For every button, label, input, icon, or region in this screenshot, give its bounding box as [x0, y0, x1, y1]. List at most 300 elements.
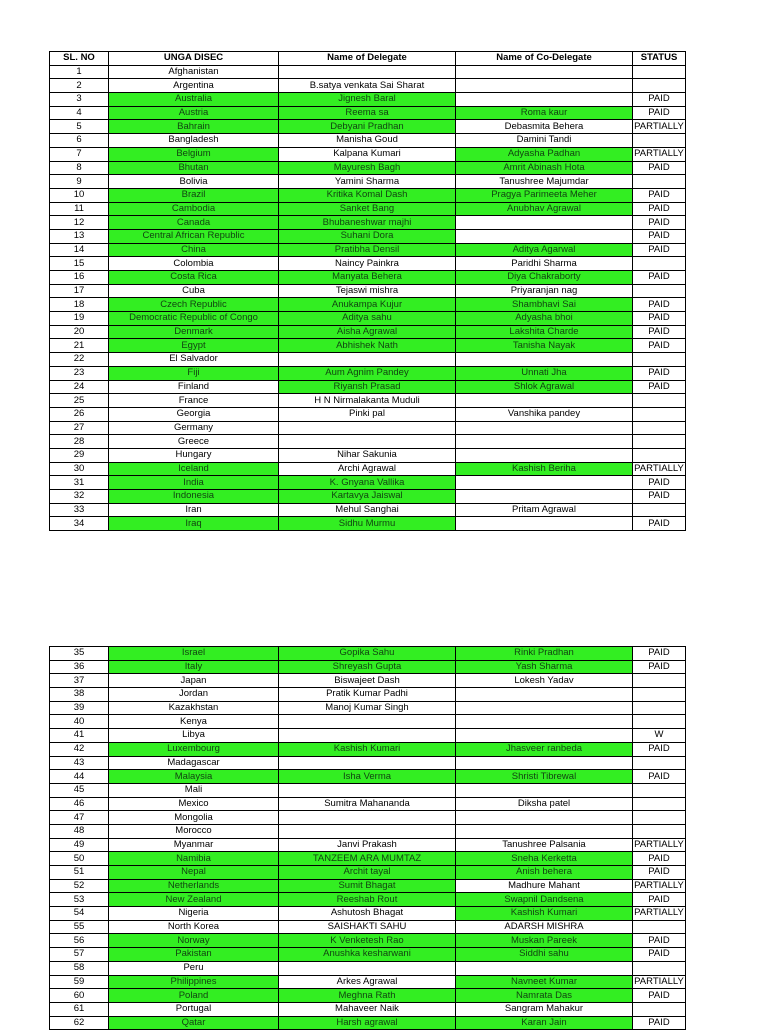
cell-status: PARTIALLY: [634, 148, 684, 160]
table-row: [50, 257, 686, 271]
cell-status: [633, 353, 686, 367]
cell-delegate: Manisha Goud: [279, 134, 456, 148]
cell-co-delegate: [456, 517, 633, 531]
cell-status: [633, 920, 686, 934]
cell-country: Czech Republic: [109, 298, 279, 312]
cell-country: Madagascar: [109, 756, 279, 770]
table-row: [50, 93, 686, 107]
cell-country: Bolivia: [109, 175, 279, 189]
cell-status: [633, 79, 686, 93]
cell-status: PAID: [633, 934, 686, 948]
cell-co-delegate: Lakshita Charde: [456, 325, 633, 339]
cell-sl-no: 11: [50, 202, 109, 216]
cell-status: PARTIALLY: [634, 462, 684, 474]
table-row: [50, 394, 686, 408]
cell-sl-no: 18: [50, 298, 109, 312]
cell-delegate: Mayuresh Bagh: [279, 161, 456, 175]
table-row: [50, 325, 686, 339]
cell-country: Japan: [109, 674, 279, 688]
cell-sl-no: 2: [50, 79, 109, 93]
cell-sl-no: 10: [50, 188, 109, 202]
cell-delegate: Ashutosh Bhagat: [279, 907, 456, 921]
cell-country: Myanmar: [109, 838, 279, 852]
table-row: [50, 729, 686, 743]
cell-co-delegate: Swapnil Dandsena: [456, 893, 633, 907]
cell-delegate: Archit tayal: [279, 866, 456, 880]
cell-delegate: Shreyash Gupta: [279, 660, 456, 674]
cell-sl-no: 56: [50, 934, 109, 948]
cell-sl-no: 26: [50, 407, 109, 421]
cell-delegate: Aum Agnim Pandey: [279, 366, 456, 380]
cell-country: Luxembourg: [109, 742, 279, 756]
cell-status: [633, 688, 686, 702]
delegate-table-page-1: [49, 51, 686, 531]
table-row: [50, 1016, 686, 1030]
cell-sl-no: 55: [50, 920, 109, 934]
cell-delegate: [279, 729, 456, 743]
cell-delegate: Sidhu Murmu: [279, 517, 456, 531]
cell-sl-no: 57: [50, 948, 109, 962]
cell-delegate: Pratibha Densil: [279, 243, 456, 257]
table-row: [50, 852, 686, 866]
cell-delegate: [279, 756, 456, 770]
table-row: [50, 161, 686, 175]
table-row: [50, 688, 686, 702]
cell-sl-no: 36: [50, 660, 109, 674]
cell-country: Philippines: [109, 975, 279, 989]
cell-co-delegate: [456, 435, 633, 449]
cell-sl-no: 13: [50, 229, 109, 243]
cell-sl-no: 21: [50, 339, 109, 353]
cell-co-delegate: Shambhavi Sai: [456, 298, 633, 312]
cell-status: [633, 284, 686, 298]
cell-country: Peru: [109, 961, 279, 975]
cell-co-delegate: [456, 394, 633, 408]
cell-co-delegate: [456, 961, 633, 975]
cell-sl-no: 30: [50, 462, 109, 476]
cell-co-delegate: [456, 715, 633, 729]
cell-sl-no: 45: [50, 783, 109, 797]
table-row: [50, 120, 686, 134]
cell-country: Kenya: [109, 715, 279, 729]
cell-status: PARTIALLY: [634, 907, 684, 919]
cell-co-delegate: [456, 688, 633, 702]
cell-delegate: Mahaveer Naik: [279, 1002, 456, 1016]
table-row: [50, 65, 686, 79]
cell-co-delegate: Adyasha bhoi: [456, 312, 633, 326]
cell-co-delegate: Madhure Mahant: [456, 879, 633, 893]
cell-status: [633, 448, 686, 462]
cell-country: Malaysia: [109, 770, 279, 784]
cell-delegate: Riyansh Prasad: [279, 380, 456, 394]
cell-sl-no: 62: [50, 1016, 109, 1030]
cell-status: PAID: [633, 660, 686, 674]
cell-co-delegate: Shlok Agrawal: [456, 380, 633, 394]
cell-status: [633, 783, 686, 797]
table-row: [50, 339, 686, 353]
cell-status: PAID: [633, 312, 686, 326]
table-row: [50, 838, 686, 852]
cell-sl-no: 28: [50, 435, 109, 449]
cell-delegate: [279, 353, 456, 367]
cell-co-delegate: Unnati Jha: [456, 366, 633, 380]
cell-co-delegate: Jhasveer ranbeda: [456, 742, 633, 756]
cell-delegate: Bhubaneshwar majhi: [279, 216, 456, 230]
cell-co-delegate: Pritam Agrawal: [456, 503, 633, 517]
cell-sl-no: 35: [50, 647, 109, 661]
cell-country: Costa Rica: [109, 271, 279, 285]
cell-co-delegate: Tanushree Majumdar: [456, 175, 633, 189]
cell-status: [633, 407, 686, 421]
cell-country: Democratic Republic of Congo: [109, 312, 279, 326]
cell-status: PARTIALLY: [634, 120, 684, 132]
table-row: [50, 407, 686, 421]
cell-sl-no: 49: [50, 838, 109, 852]
cell-status: [633, 674, 686, 688]
table-row: [50, 770, 686, 784]
cell-status: PAID: [633, 188, 686, 202]
table-row: [50, 503, 686, 517]
cell-status: [633, 421, 686, 435]
cell-delegate: [279, 783, 456, 797]
cell-sl-no: 29: [50, 448, 109, 462]
cell-country: Argentina: [109, 79, 279, 93]
cell-co-delegate: [456, 216, 633, 230]
cell-co-delegate: Yash Sharma: [456, 660, 633, 674]
cell-country: Poland: [109, 989, 279, 1003]
cell-sl-no: 58: [50, 961, 109, 975]
cell-sl-no: 14: [50, 243, 109, 257]
cell-co-delegate: [456, 93, 633, 107]
cell-co-delegate: Diya Chakraborty: [456, 271, 633, 285]
table-row: [50, 243, 686, 257]
cell-sl-no: 44: [50, 770, 109, 784]
cell-co-delegate: Priyaranjan nag: [456, 284, 633, 298]
cell-country: Qatar: [109, 1016, 279, 1030]
cell-sl-no: 19: [50, 312, 109, 326]
cell-co-delegate: Damini Tandi: [456, 134, 633, 148]
cell-country: Jordan: [109, 688, 279, 702]
cell-status: [633, 435, 686, 449]
cell-country: Cuba: [109, 284, 279, 298]
cell-co-delegate: [456, 65, 633, 79]
cell-country: Fiji: [109, 366, 279, 380]
cell-country: Bahrain: [109, 120, 279, 134]
cell-sl-no: 3: [50, 93, 109, 107]
cell-country: Iraq: [109, 517, 279, 531]
table-row: [50, 660, 686, 674]
cell-co-delegate: Amrit Abinash Hota: [456, 161, 633, 175]
cell-co-delegate: [456, 701, 633, 715]
cell-status: PAID: [633, 298, 686, 312]
cell-status: PAID: [633, 229, 686, 243]
cell-sl-no: 48: [50, 824, 109, 838]
cell-co-delegate: [456, 421, 633, 435]
cell-status: [633, 701, 686, 715]
cell-delegate: Yamini Sharma: [279, 175, 456, 189]
table-row: [50, 216, 686, 230]
cell-status: PAID: [633, 742, 686, 756]
cell-status: PAID: [633, 647, 686, 661]
cell-co-delegate: [456, 783, 633, 797]
cell-status: PAID: [633, 476, 686, 490]
cell-status: [633, 811, 686, 825]
cell-country: Kazakhstan: [109, 701, 279, 715]
cell-delegate: Manyata Behera: [279, 271, 456, 285]
cell-country: New Zealand: [109, 893, 279, 907]
cell-delegate: Sumitra Mahananda: [279, 797, 456, 811]
table-row: [50, 366, 686, 380]
cell-sl-no: 9: [50, 175, 109, 189]
cell-sl-no: 34: [50, 517, 109, 531]
cell-sl-no: 40: [50, 715, 109, 729]
cell-status: PAID: [633, 866, 686, 880]
cell-delegate: Biswajeet Dash: [279, 674, 456, 688]
cell-country: Nigeria: [109, 907, 279, 921]
cell-delegate: [279, 421, 456, 435]
table-row: [50, 448, 686, 462]
cell-co-delegate: Siddhi sahu: [456, 948, 633, 962]
cell-sl-no: 51: [50, 866, 109, 880]
cell-status: PAID: [633, 339, 686, 353]
cell-delegate: Isha Verma: [279, 770, 456, 784]
table-row: [50, 79, 686, 93]
table-row: [50, 961, 686, 975]
cell-delegate: Reema sa: [279, 106, 456, 120]
cell-co-delegate: Muskan Pareek: [456, 934, 633, 948]
table-row: [50, 517, 686, 531]
cell-country: Iran: [109, 503, 279, 517]
cell-co-delegate: [456, 353, 633, 367]
cell-status: PARTIALLY: [634, 838, 684, 850]
cell-sl-no: 52: [50, 879, 109, 893]
cell-country: Georgia: [109, 407, 279, 421]
cell-sl-no: 47: [50, 811, 109, 825]
cell-status: [633, 961, 686, 975]
cell-country: Namibia: [109, 852, 279, 866]
cell-sl-no: 42: [50, 742, 109, 756]
cell-status: PAID: [633, 271, 686, 285]
cell-co-delegate: Karan Jain: [456, 1016, 633, 1030]
cell-sl-no: 60: [50, 989, 109, 1003]
cell-sl-no: 38: [50, 688, 109, 702]
cell-co-delegate: Paridhi Sharma: [456, 257, 633, 271]
cell-delegate: [279, 65, 456, 79]
cell-sl-no: 41: [50, 729, 109, 743]
cell-country: Bangladesh: [109, 134, 279, 148]
cell-delegate: Archi Agrawal: [279, 462, 456, 476]
cell-delegate: Debyani Pradhan: [279, 120, 456, 134]
cell-status: [633, 65, 686, 79]
cell-delegate: Sumit Bhagat: [279, 879, 456, 893]
cell-country: Greece: [109, 435, 279, 449]
cell-co-delegate: [456, 824, 633, 838]
cell-country: Netherlands: [109, 879, 279, 893]
cell-delegate: Reeshab Rout: [279, 893, 456, 907]
cell-delegate: Gopika Sahu: [279, 647, 456, 661]
cell-status: PAID: [633, 325, 686, 339]
cell-delegate: [279, 811, 456, 825]
cell-co-delegate: [456, 490, 633, 504]
cell-country: El Salvador: [109, 353, 279, 367]
cell-delegate: [279, 961, 456, 975]
cell-sl-no: 31: [50, 476, 109, 490]
cell-sl-no: 7: [50, 147, 109, 161]
cell-country: Finland: [109, 380, 279, 394]
header-country: UNGA DISEC: [109, 52, 279, 66]
table-row: [50, 866, 686, 880]
cell-delegate: [279, 715, 456, 729]
cell-status: PAID: [633, 93, 686, 107]
table-row: [50, 188, 686, 202]
cell-delegate: Meghna Rath: [279, 989, 456, 1003]
cell-country: Libya: [109, 729, 279, 743]
cell-status: PAID: [633, 490, 686, 504]
table-row: [50, 476, 686, 490]
table-row: [50, 284, 686, 298]
cell-country: Canada: [109, 216, 279, 230]
cell-sl-no: 27: [50, 421, 109, 435]
cell-delegate: TANZEEM ARA MUMTAZ: [279, 852, 456, 866]
cell-sl-no: 15: [50, 257, 109, 271]
cell-sl-no: 33: [50, 503, 109, 517]
table-row: [50, 647, 686, 661]
cell-sl-no: 4: [50, 106, 109, 120]
cell-status: PAID: [633, 770, 686, 784]
cell-sl-no: 37: [50, 674, 109, 688]
cell-co-delegate: [456, 476, 633, 490]
cell-status: [633, 175, 686, 189]
cell-delegate: Kritika Komal Dash: [279, 188, 456, 202]
cell-country: Italy: [109, 660, 279, 674]
cell-sl-no: 50: [50, 852, 109, 866]
cell-co-delegate: Sneha Kerketta: [456, 852, 633, 866]
cell-co-delegate: [456, 229, 633, 243]
cell-country: India: [109, 476, 279, 490]
delegate-table-page-2: [49, 646, 686, 1030]
table-row: [50, 797, 686, 811]
cell-delegate: Mehul Sanghai: [279, 503, 456, 517]
cell-status: PAID: [633, 1016, 686, 1030]
cell-co-delegate: ADARSH MISHRA: [456, 920, 633, 934]
cell-co-delegate: Kashish Beriha: [456, 462, 633, 476]
cell-delegate: Sanket Bang: [279, 202, 456, 216]
cell-country: Australia: [109, 93, 279, 107]
cell-sl-no: 39: [50, 701, 109, 715]
cell-delegate: Nihar Sakunia: [279, 448, 456, 462]
cell-sl-no: 8: [50, 161, 109, 175]
cell-country: Portugal: [109, 1002, 279, 1016]
cell-sl-no: 6: [50, 134, 109, 148]
table-row: [50, 353, 686, 367]
cell-country: Hungary: [109, 448, 279, 462]
cell-status: [633, 1002, 686, 1016]
cell-status: PAID: [633, 366, 686, 380]
table-header-row: [50, 52, 686, 66]
cell-delegate: [279, 435, 456, 449]
table-row: [50, 421, 686, 435]
cell-status: PAID: [633, 989, 686, 1003]
table-row: [50, 920, 686, 934]
cell-sl-no: 22: [50, 353, 109, 367]
cell-co-delegate: Anish behera: [456, 866, 633, 880]
cell-sl-no: 17: [50, 284, 109, 298]
cell-co-delegate: [456, 79, 633, 93]
cell-country: Iceland: [109, 462, 279, 476]
cell-delegate: Janvi Prakash: [279, 838, 456, 852]
table-row: [50, 147, 686, 161]
table-row: [50, 202, 686, 216]
table-row: [50, 893, 686, 907]
cell-delegate: Arkes Agrawal: [279, 975, 456, 989]
cell-country: Morocco: [109, 824, 279, 838]
cell-sl-no: 23: [50, 366, 109, 380]
cell-co-delegate: Kashish Kumari: [456, 907, 633, 921]
cell-sl-no: 54: [50, 907, 109, 921]
table-row: [50, 435, 686, 449]
table-row: [50, 674, 686, 688]
table-row: [50, 490, 686, 504]
cell-country: Belgium: [109, 147, 279, 161]
cell-co-delegate: Diksha patel: [456, 797, 633, 811]
cell-country: Nepal: [109, 866, 279, 880]
cell-co-delegate: [456, 448, 633, 462]
cell-delegate: Naincy Painkra: [279, 257, 456, 271]
cell-sl-no: 12: [50, 216, 109, 230]
header-co-delegate: Name of Co-Delegate: [456, 52, 633, 66]
cell-co-delegate: Sangram Mahakur: [456, 1002, 633, 1016]
table-row: [50, 879, 686, 893]
cell-delegate: Kashish Kumari: [279, 742, 456, 756]
cell-status: [633, 756, 686, 770]
table-row: [50, 907, 686, 921]
cell-status: [633, 715, 686, 729]
cell-delegate: Aisha Agrawal: [279, 325, 456, 339]
table-row: [50, 134, 686, 148]
cell-delegate: Anukampa Kujur: [279, 298, 456, 312]
cell-delegate: Pratik Kumar Padhi: [279, 688, 456, 702]
table-row: [50, 715, 686, 729]
cell-country: China: [109, 243, 279, 257]
cell-status: PAID: [633, 202, 686, 216]
cell-delegate: Kalpana Kumari: [279, 147, 456, 161]
header-sl-no: SL. NO: [50, 52, 109, 66]
cell-delegate: K Venketesh Rao: [279, 934, 456, 948]
cell-sl-no: 53: [50, 893, 109, 907]
cell-delegate: SAISHAKTI SAHU: [279, 920, 456, 934]
cell-status: PAID: [633, 517, 686, 531]
cell-delegate: B.satya venkata Sai Sharat: [279, 79, 456, 93]
cell-delegate: Manoj Kumar Singh: [279, 701, 456, 715]
cell-co-delegate: Tanisha Nayak: [456, 339, 633, 353]
table-row: [50, 824, 686, 838]
cell-country: Mali: [109, 783, 279, 797]
cell-country: Mongolia: [109, 811, 279, 825]
cell-sl-no: 46: [50, 797, 109, 811]
cell-sl-no: 5: [50, 120, 109, 134]
cell-delegate: Abhishek Nath: [279, 339, 456, 353]
cell-status: [633, 797, 686, 811]
cell-delegate: [279, 824, 456, 838]
table-row: [50, 811, 686, 825]
cell-status: PAID: [633, 216, 686, 230]
table-row: [50, 701, 686, 715]
table-row: [50, 934, 686, 948]
table-row: [50, 229, 686, 243]
cell-status: PAID: [633, 243, 686, 257]
cell-sl-no: 43: [50, 756, 109, 770]
cell-status: [633, 503, 686, 517]
